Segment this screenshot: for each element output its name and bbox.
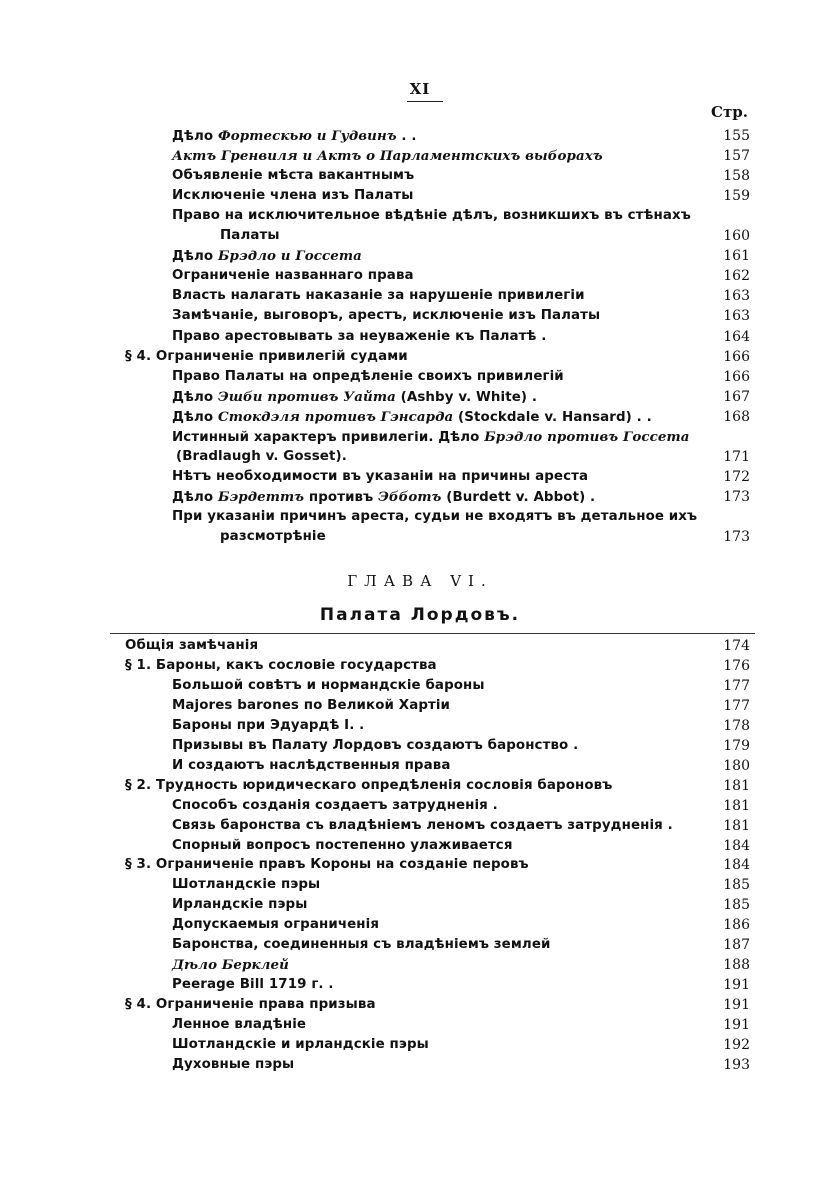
- toc-entry-text: . .: [396, 129, 417, 144]
- toc-entry-text: Шотландскіе и ирландскіе пэры: [172, 1037, 429, 1052]
- toc-entry-page: 174: [723, 638, 750, 654]
- toc-entry-text: И создаютъ наслѣдственныя права: [172, 757, 451, 773]
- toc-entry-page: 179: [723, 737, 750, 754]
- toc-entry: [0, 387, 840, 407]
- toc-entry-text: разсмотрѣніе: [220, 529, 326, 544]
- toc-entry-text: Связь баронства съ владѣніемъ леномъ создаетъ затрудненія .: [172, 817, 673, 833]
- toc-entry-title: [172, 206, 691, 226]
- toc-entry: [0, 1015, 840, 1035]
- toc-entry-text: Ирландскіе пэры: [172, 897, 308, 913]
- toc-entry-title: [172, 796, 498, 816]
- toc-entry-title: [220, 527, 326, 547]
- toc-entry-page: 177: [723, 697, 750, 714]
- toc-entry-title: [172, 246, 362, 267]
- toc-entry-page: 167: [723, 388, 750, 405]
- toc-entry: [0, 146, 840, 166]
- toc-entry: [0, 1035, 840, 1055]
- toc-entry-page: 162: [723, 268, 750, 285]
- toc-entry-page: 173: [723, 529, 750, 545]
- toc-entry-page: 172: [723, 468, 750, 485]
- toc-entry-text: Шотландскіе пэры: [172, 877, 321, 893]
- toc-entry-page: 191: [723, 997, 750, 1014]
- toc-entry-text: § 4. Ограниченіе права призыва: [125, 997, 376, 1013]
- toc-entry-title: [125, 636, 258, 656]
- toc-entry-title: [172, 915, 379, 935]
- toc-entry-text: Дѣло: [172, 389, 218, 405]
- toc-entry-title: [172, 327, 546, 347]
- toc-entry-page: 191: [723, 977, 750, 994]
- toc-entry-page: 181: [723, 797, 750, 814]
- toc-entry-title: [172, 126, 417, 147]
- toc-entry-title: [172, 186, 414, 206]
- toc-entry: [0, 915, 840, 935]
- toc-entry-text: Ограниченіе названнаго права: [172, 268, 414, 284]
- toc-entry: [0, 816, 840, 836]
- toc-entry-text: Призывы въ Палату Лордовъ создаютъ баронство .: [172, 737, 579, 753]
- toc-entry-text: Большой совѣтъ и нормандскіе бароны: [172, 677, 485, 693]
- toc-entry: [0, 527, 840, 547]
- toc-entry: [0, 447, 840, 467]
- toc-entry-page: 180: [723, 757, 750, 774]
- toc-entry-page: 193: [723, 1056, 750, 1073]
- toc-entry: [0, 226, 840, 246]
- toc-entry-page: 160: [723, 228, 750, 245]
- toc-entry-text: Спорный вопросъ постепенно улаживается: [172, 837, 513, 853]
- toc-entry-title: [172, 1015, 306, 1035]
- toc-entry-title: [172, 1035, 429, 1055]
- toc-entry-title: [172, 286, 585, 306]
- toc-entry-text: Актъ Гренвиля и Актъ о Парламентскихъ выборахъ: [172, 148, 603, 165]
- toc-entry-title: [172, 1055, 294, 1075]
- toc-entry-title: [172, 487, 595, 508]
- toc-entry-text: (Bradlaugh v. Gosset).: [176, 448, 347, 464]
- toc-entry-text: Брэдло противъ Госсета: [484, 428, 690, 445]
- toc-entry-text: Брэдло и Госсета: [217, 248, 362, 265]
- toc-entry-title: [125, 347, 408, 367]
- toc-entry-text: Исключеніе члена изъ Палаты: [172, 188, 414, 204]
- toc-entry-text: Бароны при Эдуардѣ I. .: [172, 717, 365, 733]
- toc-entry-page: 181: [723, 817, 750, 834]
- toc-entry-page: 163: [723, 288, 750, 305]
- toc-entry-text: Дѣло: [172, 249, 218, 265]
- toc-entry-title: [172, 407, 652, 428]
- toc-entry-text: Право Палаты на опредѣленіе своихъ привилегій: [172, 368, 564, 384]
- toc-entry-page: 181: [723, 777, 750, 794]
- page-column-label: Стр.: [711, 103, 748, 121]
- toc-entry-text: Объявленіе мѣста вакантнымъ: [172, 168, 415, 184]
- toc-entry: [0, 836, 840, 856]
- toc-entry-title: [125, 995, 376, 1015]
- toc-entry: [0, 487, 840, 507]
- toc-entry-title: [125, 855, 529, 875]
- toc-entry: [0, 186, 840, 206]
- toc-entry-text: Бэрдеттъ: [217, 488, 305, 505]
- toc-entry: [0, 875, 840, 895]
- toc-entry: [0, 407, 840, 427]
- toc-entry-page: 158: [723, 168, 750, 185]
- toc-entry: [0, 796, 840, 816]
- toc-entry-text: § 4. Ограниченіе привилегій судами: [125, 348, 408, 364]
- toc-entry-title: [172, 895, 307, 915]
- toc-entry: [0, 166, 840, 186]
- toc-entry: [0, 286, 840, 306]
- toc-entry-text: Дѣло: [172, 129, 218, 144]
- toc-entry-text: § 1. Бароны, какъ сословіе государства: [125, 657, 437, 673]
- toc-entry: [0, 935, 840, 955]
- toc-entry-title: [172, 955, 289, 976]
- toc-entry: [0, 716, 840, 736]
- toc-entry-text: (Burdett v. Abbot) .: [441, 489, 596, 505]
- toc-entry-text: (Ashby v. White) .: [395, 389, 538, 405]
- toc-entry-text: Допускаемыя ограниченія: [172, 917, 380, 933]
- toc-entry-text: Палаты: [220, 228, 280, 244]
- toc-entry: [0, 367, 840, 387]
- toc-entry: [0, 975, 840, 995]
- toc-entry-title: [172, 676, 485, 696]
- toc-entry-page: 176: [723, 657, 750, 674]
- toc-entry-title: [125, 656, 437, 676]
- toc-entry-page: 166: [723, 368, 750, 385]
- toc-entry: [0, 327, 840, 347]
- toc-entry-title: [172, 467, 588, 487]
- toc-entry-text: противъ: [304, 489, 379, 505]
- toc-entry-title: [172, 816, 673, 836]
- toc-entry-title: [172, 836, 513, 856]
- toc-entry-text: Власть налагать наказаніе за нарушеніе привилегіи: [172, 288, 585, 304]
- toc-entry-page: 173: [723, 488, 750, 505]
- toc-entry: [0, 895, 840, 915]
- toc-entry-title: [125, 776, 612, 796]
- toc-entry: [0, 776, 840, 796]
- toc-entry-text: Дѣло: [172, 489, 218, 505]
- toc-entry: [0, 636, 840, 656]
- toc-entry-text: Баронства, соединенныя съ владѣніемъ землей: [172, 937, 551, 953]
- toc-entry-title: [172, 166, 414, 186]
- toc-entry-text: § 2. Трудность юридическаго опредѣленія сословія бароновъ: [125, 777, 613, 793]
- toc-entry-title: [172, 736, 578, 756]
- toc-entry-text: Фортескью и Гудвинъ: [217, 128, 397, 144]
- toc-entry-page: 184: [723, 857, 750, 874]
- toc-entry-text: При указаніи причинъ ареста, судьи не входятъ въ детальное ихъ: [172, 508, 698, 524]
- toc-entry-title: [172, 387, 537, 408]
- toc-entry: [0, 676, 840, 696]
- toc-entry-title: [220, 226, 280, 246]
- chapter-divider: [110, 633, 755, 634]
- toc-entry-page: 171: [723, 448, 750, 465]
- toc-entry: [0, 955, 840, 975]
- toc-entry-page: 161: [723, 248, 750, 265]
- toc-entry-page: 164: [723, 328, 750, 345]
- toc-entry-text: Право арестовывать за неуваженіе къ Палатѣ .: [172, 328, 547, 344]
- toc-entry-text: Peerage Bill 1719 г. .: [172, 977, 334, 993]
- toc-entry-page: 185: [723, 877, 750, 894]
- toc-entry-text: Дѣло Берклей: [172, 957, 290, 974]
- toc-entry: [0, 756, 840, 776]
- toc-entry-title: [172, 935, 550, 955]
- toc-entry-text: Majores barones по Великой Хартіи: [172, 697, 451, 713]
- toc-entry-page: 178: [723, 717, 750, 734]
- page-number-rule: [407, 101, 443, 102]
- toc-entry: [0, 347, 840, 367]
- toc-entry-text: Эбботъ: [378, 488, 442, 505]
- toc-entry: [0, 427, 840, 447]
- toc-entry-text: § 3. Ограниченіе правъ Короны на созданіе перовъ: [125, 857, 529, 873]
- toc-entry-page: 192: [723, 1037, 750, 1053]
- toc-entry-title: [172, 507, 697, 527]
- toc-entry-page: 186: [723, 917, 750, 934]
- toc-entry-page: 168: [723, 408, 750, 425]
- toc-entry: [0, 306, 840, 326]
- toc-entry: [0, 507, 840, 527]
- toc-entry-title: [172, 306, 600, 326]
- page-number: XI: [409, 80, 431, 98]
- toc-entry-title: [172, 696, 450, 716]
- toc-entry-text: Замѣчаніе, выговоръ, арестъ, исключеніе изъ Палаты: [172, 308, 601, 324]
- toc-entry-title: [172, 716, 364, 736]
- toc-entry: [0, 467, 840, 487]
- toc-entry-page: 163: [723, 308, 750, 325]
- toc-entry: [0, 126, 840, 146]
- toc-entry: [0, 246, 840, 266]
- toc-entry-page: 187: [723, 937, 750, 954]
- toc-entry-text: Эшби противъ Уайта: [217, 388, 396, 405]
- toc-entry-text: Стокдэля противъ Гэнсарда: [217, 408, 454, 425]
- toc-entry-page: 155: [723, 128, 750, 144]
- chapter-label: ГЛАВА VI.: [347, 572, 493, 590]
- toc-entry: [0, 736, 840, 756]
- toc-entry-page: 177: [723, 677, 750, 694]
- toc-entry-page: 159: [723, 188, 750, 205]
- toc-entry-title: [172, 756, 450, 776]
- toc-entry: [0, 995, 840, 1015]
- toc-entry-title: [172, 146, 603, 167]
- toc-entry-page: 184: [723, 837, 750, 854]
- toc-entry-title: [172, 427, 690, 448]
- toc-entry-title: [172, 875, 320, 895]
- toc-entry-text: (Stockdale v. Hansard) . .: [453, 409, 652, 425]
- toc-entry-page: 185: [723, 897, 750, 914]
- toc-entry-page: 188: [723, 957, 750, 974]
- toc-entry-text: Право на исключительное вѣдѣніе дѣлъ, возникшихъ въ стѣнахъ: [172, 208, 691, 224]
- toc-entry-title: [176, 447, 347, 467]
- chapter-title: Палата Лордовъ.: [319, 605, 521, 625]
- toc-entry: [0, 656, 840, 676]
- toc-entry: [0, 206, 840, 226]
- toc-entry-page: 166: [723, 348, 750, 365]
- toc-entry: [0, 855, 840, 875]
- toc-entry-title: [172, 367, 564, 387]
- toc-entry-text: Ленное владѣніе: [172, 1017, 307, 1033]
- toc-entry-title: [172, 266, 414, 286]
- toc-entry-text: Способъ созданія создаетъ затрудненія .: [172, 797, 498, 813]
- toc-entry-text: Духовные пэры: [172, 1056, 295, 1072]
- toc-entry: [0, 266, 840, 286]
- toc-entry: [0, 1055, 840, 1075]
- toc-entry-text: Нѣтъ необходимости въ указаніи на причины ареста: [172, 468, 589, 484]
- toc-entry-page: 157: [723, 148, 750, 165]
- toc-entry-page: 191: [723, 1017, 750, 1034]
- toc-entry-text: Общія замѣчанія: [125, 638, 259, 653]
- toc-entry-title: [172, 975, 334, 995]
- toc-entry: [0, 696, 840, 716]
- toc-entry-text: Истинный характеръ привилегіи. Дѣло: [172, 429, 485, 445]
- toc-entry-text: Дѣло: [172, 409, 218, 425]
